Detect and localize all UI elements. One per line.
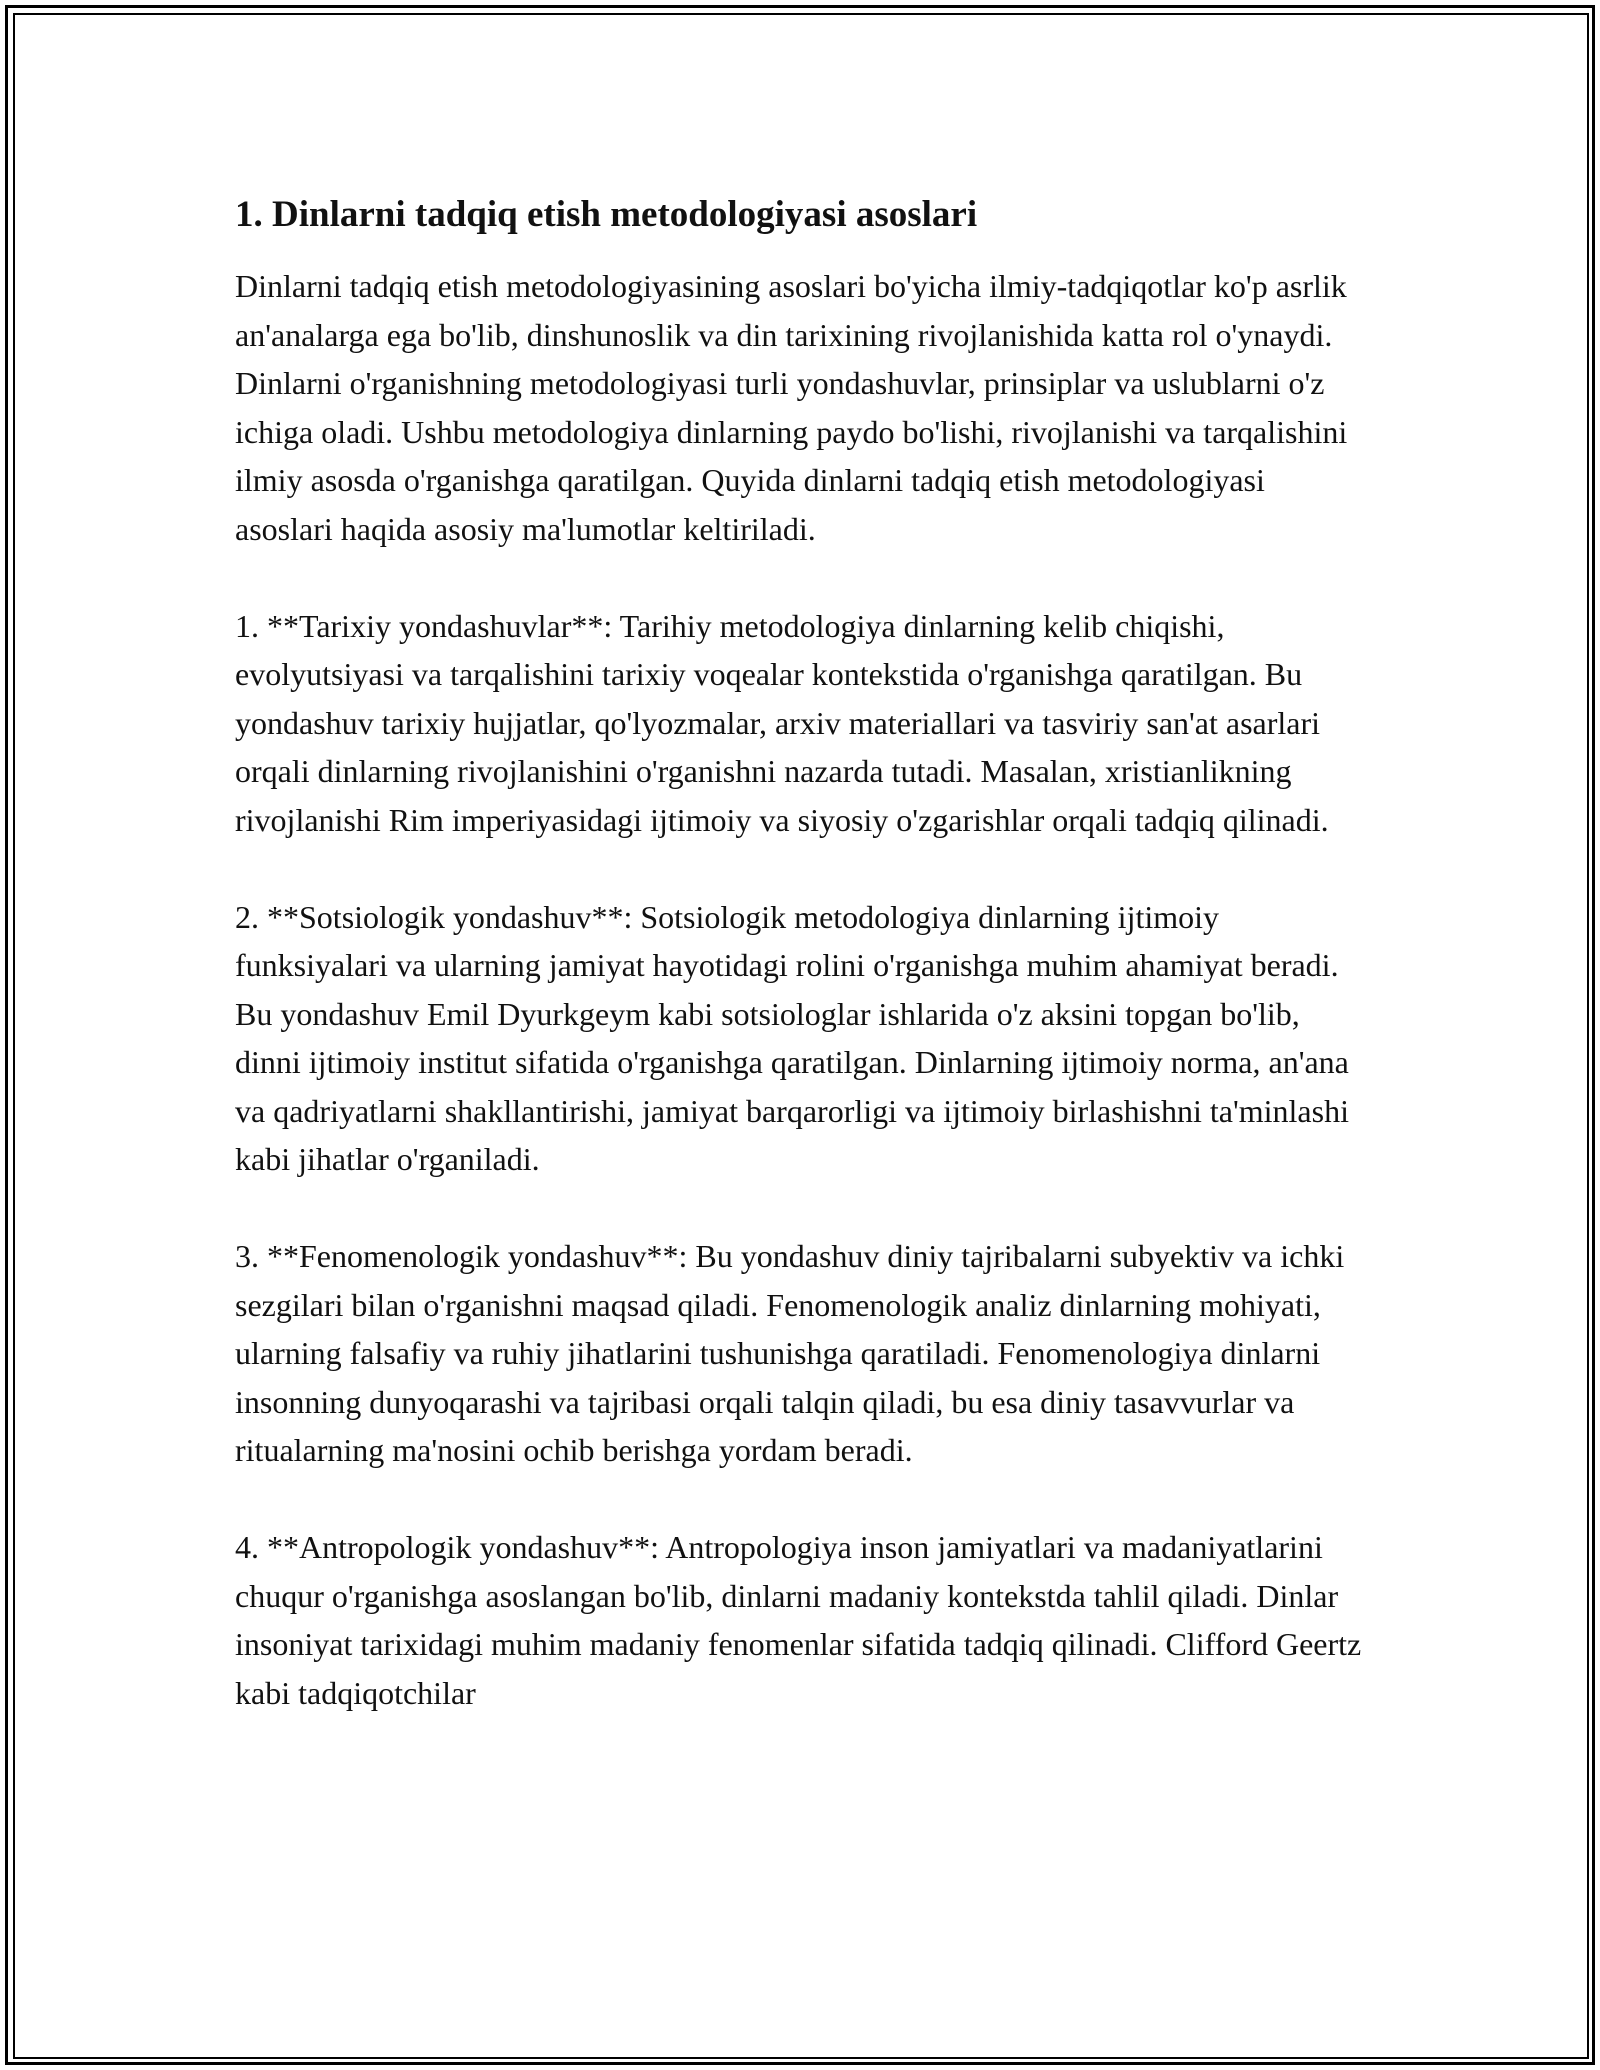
document-title: 1. Dinlarni tadqiq etish metodologiyasi asoslari [235, 194, 978, 235]
paragraph-anthropological-approach: 4. **Antropologik yondashuv**: Antropologiya inson jamiyatlari va madaniyatlarini chuqur o'rganishga asoslangan bo'lib, dinlarni madaniy kontekstda tahlil qiladi. Dinlar insoniyat tarixidagi muhim madaniy fenomenlar sifatida tadqiq qilinadi. Clifford Geertz kabi tadqiqotchilar [235, 1529, 1362, 1711]
paragraph-sociological-approach: 2. **Sotsiologik yondashuv**: Sotsiologik metodologiya dinlarning ijtimoiy funksiyalari va ularning jamiyat hayotidagi rolini o'rganishga muhim ahamiyat beradi. Bu yondashuv Emil Dyurkgeym kabi sotsiologlar ishlarida o'z aksini topgan bo'lib, dinni ijtimoiy institut sifatida o'rganishga qaratilgan. Dinlarning ijtimoiy norma, an'ana va qadriyatlarni shakllantirishi, jamiyat barqarorligi va ijtimoiy birlashishni ta'minlashi kabi jihatlar o'rganiladi. [235, 898, 1349, 1177]
paragraph-phenomenological-approach: 3. **Fenomenologik yondashuv**: Bu yondashuv diniy tajribalarni subyektiv va ichki sezgilari bilan o'rganishni maqsad qiladi. Fenomenologik analiz dinlarning mohiyati, ularning falsafiy va ruhiy jihatlarini tushunishga qaratiladi. Fenomenologiya dinlarni insonning dunyoqarashi va tajribasi orqali talqin qiladi, bu esa diniy tasavvurlar va ritualarning ma'nosini ochib berishga yordam beradi. [235, 1238, 1345, 1468]
paragraph-historical-approach: 1. **Tarixiy yondashuvlar**: Tarihiy metodologiya dinlarning kelib chiqishi, evolyutsiyasi va tarqalishini tarixiy voqealar kontekstida o'rganishga qaratilgan. Bu yondashuv tarixiy hujjatlar, qo'lyozmalar, arxiv materiallari va tasviriy san'at asarlari orqali dinlarning rivojlanishini o'rganishni nazarda tutadi. Masalan, xristianlikning rivojlanishi Rim imperiyasidagi ijtimoiy va siyosiy o'zgarishlar orqali tadqiq qilinadi. [235, 607, 1329, 838]
document-body [235, 190, 1370, 1766]
intro-paragraph: Dinlarni tadqiq etish metodologiyasining asoslari bo'yicha ilmiy-tadqiqotlar ko'p asrlik an'analarga ega bo'lib, dinshunoslik va din tarixining rivojlanishida katta rol o'ynaydi. Dinlarni o'rganishning metodologiyasi turli yondashuvlar, prinsiplar va uslublarni o'z ichiga oladi. Ushbu metodologiya dinlarning paydo bo'lishi, rivojlanishi va tarqalishini ilmiy asosda o'rganishga qaratilgan. Quyida dinlarni tadqiq etish metodologiyasi asoslari haqida asosiy ma'lumotlar keltiriladi. [235, 268, 1348, 547]
